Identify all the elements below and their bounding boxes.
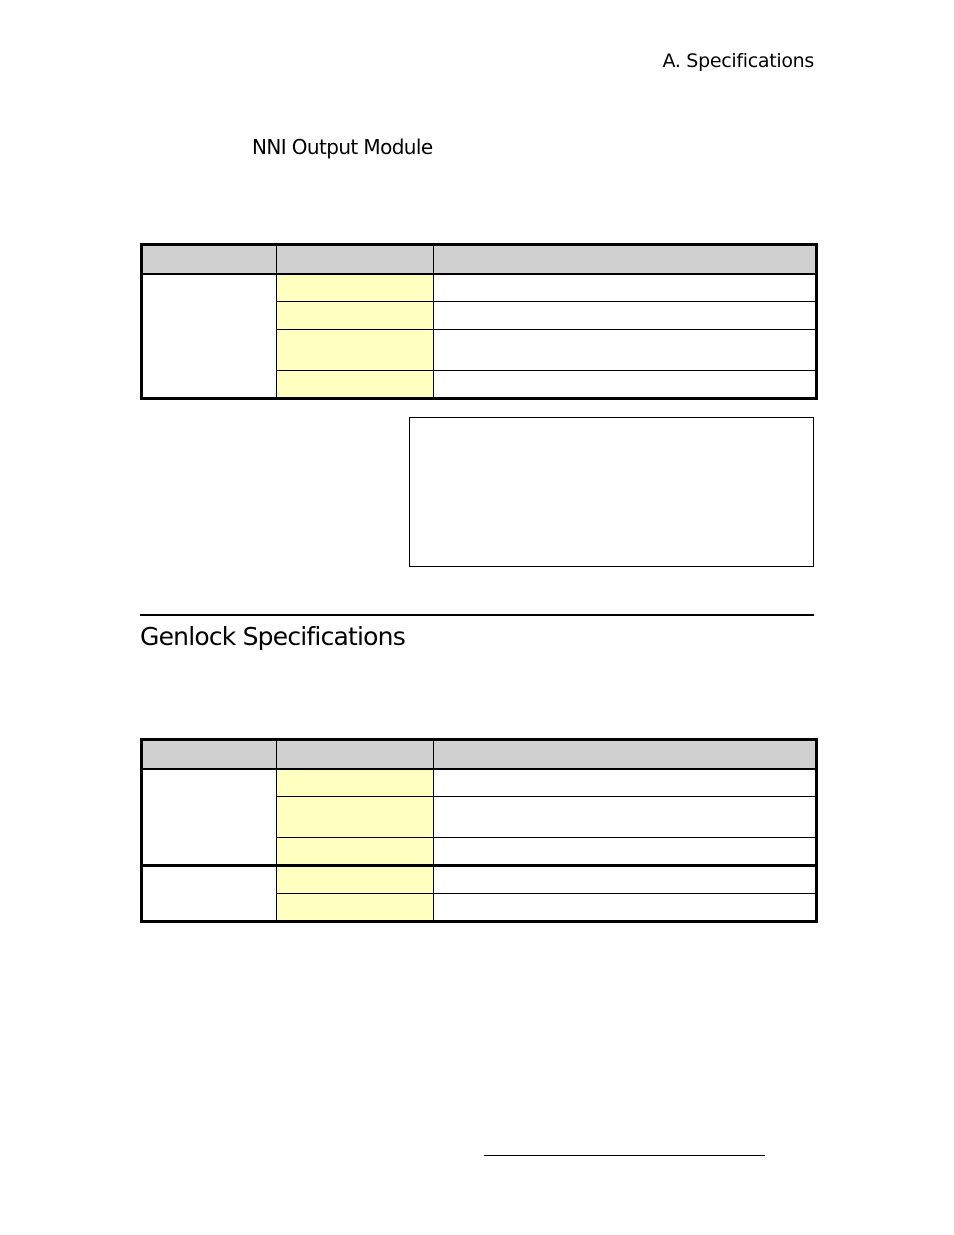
item-cell <box>142 274 277 399</box>
table-row <box>142 866 817 894</box>
param-cell <box>277 894 434 922</box>
value-cell <box>434 838 817 866</box>
section-divider <box>140 614 814 616</box>
value-cell <box>434 274 817 302</box>
value-cell <box>434 866 817 894</box>
column-header <box>434 740 817 769</box>
column-header <box>277 740 434 769</box>
nni-output-module-heading: NNI Output Module <box>252 135 433 159</box>
param-cell <box>277 274 434 302</box>
table-row <box>142 274 817 302</box>
nni-spec-table <box>140 243 818 400</box>
column-header <box>434 245 817 274</box>
column-header <box>142 740 277 769</box>
value-cell <box>434 371 817 399</box>
value-cell <box>434 894 817 922</box>
param-cell <box>277 797 434 838</box>
param-cell <box>277 769 434 797</box>
param-cell <box>277 838 434 866</box>
table-header-row <box>142 245 817 274</box>
table-row <box>142 769 817 797</box>
param-cell <box>277 371 434 399</box>
value-cell <box>434 330 817 371</box>
chapter-header: A. Specifications <box>662 50 814 72</box>
footer-rule <box>484 1155 765 1156</box>
item-cell <box>142 769 277 866</box>
column-header <box>277 245 434 274</box>
value-cell <box>434 302 817 330</box>
param-cell <box>277 866 434 894</box>
param-cell <box>277 302 434 330</box>
genlock-spec-table <box>140 738 818 923</box>
item-cell <box>142 866 277 922</box>
note-box <box>409 417 814 567</box>
value-cell <box>434 797 817 838</box>
param-cell <box>277 330 434 371</box>
value-cell <box>434 769 817 797</box>
genlock-specifications-title: Genlock Specifications <box>140 622 405 651</box>
column-header <box>142 245 277 274</box>
table-header-row <box>142 740 817 769</box>
